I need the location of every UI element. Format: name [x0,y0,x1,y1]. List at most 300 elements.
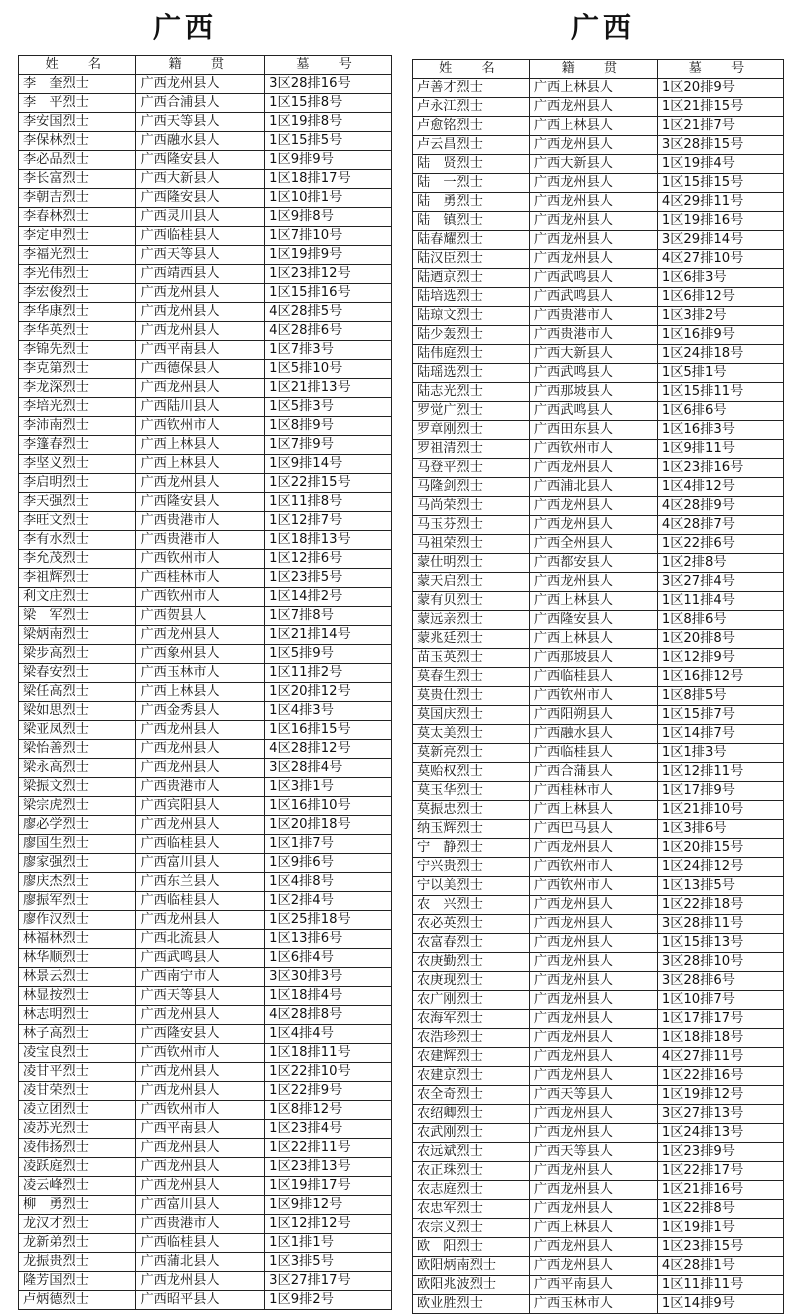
table-row [19,341,392,360]
table-row [19,607,392,626]
cell-grave-number: 1区21排7号 [657,117,783,136]
table-row [19,721,392,740]
cell-name: 农武刚烈士 [413,1124,530,1143]
right-column [412,0,784,1314]
cell-grave-number: 1区13排6号 [265,930,392,949]
cell-grave-number: 1区15排8号 [265,94,392,113]
cell-grave-number: 4区27排11号 [657,1048,783,1067]
cell-name: 农志庭烈士 [413,1181,530,1200]
cell-origin: 广西蒲北县人 [136,1253,265,1272]
cell-origin: 广西武鸣县人 [529,288,657,307]
cell-origin: 广西平南县人 [136,341,265,360]
cell-grave-number: 3区28排11号 [657,915,783,934]
table-row [413,307,784,326]
cell-grave-number: 1区9排8号 [265,208,392,227]
cell-grave-number: 1区24排12号 [657,858,783,877]
cell-name: 梁 军烈士 [19,607,136,626]
cell-origin: 广西龙州县人 [529,991,657,1010]
cell-name: 蒙仕明烈士 [413,554,530,573]
cell-origin: 广西钦州市人 [529,877,657,896]
table-row [19,1006,392,1025]
cell-name: 纳玉辉烈士 [413,820,530,839]
table-row [19,1082,392,1101]
cell-origin: 广西钦州市人 [529,858,657,877]
cell-origin: 广西龙州县人 [136,75,265,94]
cell-origin: 广西武鸣县人 [136,949,265,968]
cell-name: 龙振贵烈士 [19,1253,136,1272]
table-row [413,573,784,592]
table-row [19,1291,392,1310]
cell-grave-number: 1区18排13号 [265,531,392,550]
cell-name: 李宏俊烈士 [19,284,136,303]
cell-origin: 广西合蒲县人 [529,763,657,782]
cell-origin: 广西象州县人 [136,645,265,664]
cell-grave-number: 1区15排16号 [265,284,392,303]
table-row [413,193,784,212]
cell-origin: 广西贵港市人 [136,1215,265,1234]
cell-origin: 广西龙州县人 [136,1139,265,1158]
cell-name: 陆瑶选烈士 [413,364,530,383]
cell-name: 陆汉臣烈士 [413,250,530,269]
cell-origin: 广西龙州县人 [529,934,657,953]
header-grave-number: 墓 号 [265,56,392,75]
cell-grave-number: 1区9排12号 [265,1196,392,1215]
cell-origin: 广西融水县人 [136,132,265,151]
cell-grave-number: 1区8排9号 [265,417,392,436]
cell-origin: 广西龙州县人 [136,474,265,493]
table-row [19,322,392,341]
cell-name: 廖国生烈士 [19,835,136,854]
cell-origin: 广西靖西县人 [136,265,265,284]
cell-name: 梁任高烈士 [19,683,136,702]
table-row [413,1143,784,1162]
cell-name: 林子高烈士 [19,1025,136,1044]
cell-name: 林华顺烈士 [19,949,136,968]
cell-origin: 广西大新县人 [136,170,265,189]
table-row [19,949,392,968]
cell-name: 凌立团烈士 [19,1101,136,1120]
left-header-row [19,56,392,75]
cell-name: 李定申烈士 [19,227,136,246]
cell-grave-number: 4区28排6号 [265,322,392,341]
cell-origin: 广西贵港市人 [136,531,265,550]
cell-grave-number: 1区12排7号 [265,512,392,531]
cell-grave-number: 1区6排4号 [265,949,392,968]
header-name: 姓 名 [413,60,530,79]
cell-grave-number: 1区19排1号 [657,1219,783,1238]
cell-name: 蒙远亲烈士 [413,611,530,630]
cell-name: 农远斌烈士 [413,1143,530,1162]
cell-name: 陆春耀烈士 [413,231,530,250]
cell-grave-number: 1区16排9号 [657,326,783,345]
cell-grave-number: 1区20排15号 [657,839,783,858]
cell-origin: 广西武鸣县人 [529,402,657,421]
cell-grave-number: 1区18排17号 [265,170,392,189]
table-row [413,383,784,402]
table-row [19,227,392,246]
cell-origin: 广西龙州县人 [529,497,657,516]
table-row [413,516,784,535]
table-row [413,98,784,117]
table-row [413,554,784,573]
cell-grave-number: 1区1排3号 [657,744,783,763]
table-row [413,877,784,896]
cell-grave-number: 1区11排4号 [657,592,783,611]
cell-grave-number: 1区3排5号 [265,1253,392,1272]
table-row [413,288,784,307]
cell-name: 廖振军烈士 [19,892,136,911]
cell-grave-number: 1区11排11号 [657,1276,783,1295]
cell-name: 蒙天启烈士 [413,573,530,592]
table-row [413,440,784,459]
cell-name: 欧 阳烈士 [413,1238,530,1257]
table-row [19,1044,392,1063]
cell-name: 蒙有贝烈士 [413,592,530,611]
cell-grave-number: 4区28排8号 [265,1006,392,1025]
cell-grave-number: 1区11排2号 [265,664,392,683]
table-row [413,820,784,839]
cell-origin: 广西龙州县人 [136,1177,265,1196]
cell-grave-number: 1区22排11号 [265,1139,392,1158]
cell-grave-number: 1区11排8号 [265,493,392,512]
table-row [413,915,784,934]
cell-grave-number: 1区23排5号 [265,569,392,588]
cell-origin: 广西天等县人 [529,1143,657,1162]
cell-origin: 广西上林县人 [529,117,657,136]
table-row [19,379,392,398]
cell-origin: 广西玉林市人 [136,664,265,683]
cell-name: 廖必学烈士 [19,816,136,835]
cell-origin: 广西龙州县人 [136,1272,265,1291]
cell-origin: 广西钦州市人 [136,417,265,436]
cell-name: 李春林烈士 [19,208,136,227]
cell-origin: 广西龙州县人 [529,1181,657,1200]
table-row [19,436,392,455]
cell-grave-number: 1区14排7号 [657,725,783,744]
cell-name: 欧阳炳南烈士 [413,1257,530,1276]
cell-origin: 广西龙州县人 [529,516,657,535]
cell-origin: 广西昭平县人 [136,1291,265,1310]
cell-grave-number: 4区28排12号 [265,740,392,759]
cell-origin: 广西隆安县人 [529,611,657,630]
cell-origin: 广西隆安县人 [136,151,265,170]
table-row [19,664,392,683]
cell-origin: 广西龙州县人 [529,1067,657,1086]
cell-name: 农正珠烈士 [413,1162,530,1181]
table-row [413,1105,784,1124]
cell-grave-number: 3区27排17号 [265,1272,392,1291]
cell-name: 陆迺京烈士 [413,269,530,288]
cell-grave-number: 1区12排11号 [657,763,783,782]
cell-origin: 广西上林县人 [529,592,657,611]
table-row [19,645,392,664]
cell-grave-number: 3区28排15号 [657,136,783,155]
cell-name: 凌伟扬烈士 [19,1139,136,1158]
cell-origin: 广西钦州市人 [529,687,657,706]
cell-origin: 广西武鸣县人 [529,364,657,383]
table-row [413,402,784,421]
cell-grave-number: 1区15排11号 [657,383,783,402]
cell-origin: 广西龙州县人 [529,250,657,269]
cell-grave-number: 3区28排4号 [265,759,392,778]
cell-grave-number: 3区30排3号 [265,968,392,987]
cell-origin: 广西宾阳县人 [136,797,265,816]
table-row [19,75,392,94]
table-row [19,265,392,284]
cell-origin: 广西龙州县人 [529,231,657,250]
cell-name: 梁永高烈士 [19,759,136,778]
cell-origin: 广西贵港市人 [529,307,657,326]
cell-name: 莫新亮烈士 [413,744,530,763]
cell-origin: 广西那坡县人 [529,649,657,668]
cell-name: 卢愈铭烈士 [413,117,530,136]
table-row [413,459,784,478]
left-table-body [19,75,392,1310]
table-row [413,1238,784,1257]
table-row [413,991,784,1010]
cell-origin: 广西龙州县人 [136,1158,265,1177]
cell-origin: 广西巴马县人 [529,820,657,839]
cell-grave-number: 1区16排10号 [265,797,392,816]
table-row [19,1120,392,1139]
cell-name: 农建京烈士 [413,1067,530,1086]
table-row [19,987,392,1006]
table-row [413,1257,784,1276]
cell-name: 廖家强烈士 [19,854,136,873]
cell-origin: 广西大新县人 [529,345,657,364]
cell-grave-number: 1区9排2号 [265,1291,392,1310]
cell-origin: 广西天等县人 [136,246,265,265]
cell-origin: 广西东兰县人 [136,873,265,892]
cell-grave-number: 1区21排14号 [265,626,392,645]
cell-name: 马登平烈士 [413,459,530,478]
table-row [413,1029,784,1048]
cell-grave-number: 1区6排6号 [657,402,783,421]
cell-name: 欧业胜烈士 [413,1295,530,1314]
cell-origin: 广西龙州县人 [136,721,265,740]
cell-origin: 广西龙州县人 [136,303,265,322]
table-row [413,896,784,915]
table-row [19,1025,392,1044]
cell-origin: 广西平南县人 [136,1120,265,1139]
cell-grave-number: 1区22排18号 [657,896,783,915]
table-row [413,174,784,193]
table-row [19,1158,392,1177]
cell-name: 宁 静烈士 [413,839,530,858]
cell-grave-number: 1区15排5号 [265,132,392,151]
table-row [19,474,392,493]
cell-origin: 广西上林县人 [529,801,657,820]
cell-origin: 广西贵港市人 [529,326,657,345]
cell-origin: 广西平南县人 [529,1276,657,1295]
cell-grave-number: 1区3排6号 [657,820,783,839]
cell-origin: 广西龙州县人 [136,816,265,835]
cell-grave-number: 1区16排12号 [657,668,783,687]
table-row [413,250,784,269]
table-row [413,478,784,497]
cell-origin: 广西灵川县人 [136,208,265,227]
cell-grave-number: 1区2排8号 [657,554,783,573]
cell-grave-number: 4区27排10号 [657,250,783,269]
table-row [19,208,392,227]
cell-name: 凌云峰烈士 [19,1177,136,1196]
cell-grave-number: 1区20排12号 [265,683,392,702]
cell-origin: 广西龙州县人 [529,573,657,592]
table-row [19,626,392,645]
table-row [19,854,392,873]
cell-name: 李 奎烈士 [19,75,136,94]
table-row [413,421,784,440]
cell-name: 欧阳兆波烈士 [413,1276,530,1295]
cell-name: 卢炳德烈士 [19,1291,136,1310]
cell-name: 莫玉华烈士 [413,782,530,801]
cell-origin: 广西上林县人 [529,79,657,98]
table-row [19,1234,392,1253]
cell-name: 林显按烈士 [19,987,136,1006]
cell-origin: 广西龙州县人 [529,896,657,915]
cell-grave-number: 1区9排11号 [657,440,783,459]
table-row [413,630,784,649]
cell-grave-number: 1区10排1号 [265,189,392,208]
cell-grave-number: 1区7排3号 [265,341,392,360]
cell-origin: 广西龙州县人 [529,1010,657,1029]
cell-origin: 广西全州县人 [529,535,657,554]
cell-grave-number: 1区8排12号 [265,1101,392,1120]
cell-name: 莫太美烈士 [413,725,530,744]
cell-grave-number: 1区7排8号 [265,607,392,626]
cell-origin: 广西临桂县人 [136,892,265,911]
cell-name: 陆 一烈士 [413,174,530,193]
cell-grave-number: 1区20排8号 [657,630,783,649]
cell-grave-number: 1区12排9号 [657,649,783,668]
table-row [413,801,784,820]
cell-grave-number: 4区28排9号 [657,497,783,516]
cell-name: 李 平烈士 [19,94,136,113]
cell-origin: 广西龙州县人 [136,740,265,759]
cell-origin: 广西龙州县人 [136,379,265,398]
cell-origin: 广西上林县人 [136,455,265,474]
table-row [19,189,392,208]
table-row [413,1295,784,1314]
table-row [413,706,784,725]
cell-name: 罗觉广烈士 [413,402,530,421]
cell-origin: 广西隆安县人 [136,189,265,208]
cell-name: 凌甘平烈士 [19,1063,136,1082]
cell-name: 李有水烈士 [19,531,136,550]
cell-grave-number: 1区12排12号 [265,1215,392,1234]
cell-grave-number: 1区9排6号 [265,854,392,873]
cell-origin: 广西贵港市人 [136,512,265,531]
cell-grave-number: 1区19排16号 [657,212,783,231]
table-row [19,531,392,550]
cell-grave-number: 1区25排18号 [265,911,392,930]
cell-grave-number: 1区21排13号 [265,379,392,398]
cell-name: 农庚现烈士 [413,972,530,991]
cell-origin: 广西龙州县人 [529,1257,657,1276]
cell-name: 陆伟庭烈士 [413,345,530,364]
cell-name: 利文庄烈士 [19,588,136,607]
table-row [19,740,392,759]
cell-grave-number: 3区27排13号 [657,1105,783,1124]
cell-grave-number: 4区28排5号 [265,303,392,322]
cell-name: 李培光烈士 [19,398,136,417]
cell-grave-number: 1区19排9号 [265,246,392,265]
cell-grave-number: 1区3排2号 [657,307,783,326]
right-column-title: 广西 [570,11,635,44]
table-row [19,835,392,854]
cell-origin: 广西临桂县人 [529,744,657,763]
cell-name: 李沛南烈士 [19,417,136,436]
table-row [413,763,784,782]
cell-origin: 广西富川县人 [136,1196,265,1215]
cell-name: 梁振文烈士 [19,778,136,797]
cell-name: 李旺文烈士 [19,512,136,531]
cell-grave-number: 4区29排11号 [657,193,783,212]
cell-origin: 广西玉林市人 [529,1295,657,1314]
cell-origin: 广西上林县人 [529,630,657,649]
cell-grave-number: 1区22排8号 [657,1200,783,1219]
table-row [19,873,392,892]
cell-name: 陆少轰烈士 [413,326,530,345]
cell-name: 李坚义烈士 [19,455,136,474]
table-row [413,839,784,858]
cell-origin: 广西钦州市人 [529,440,657,459]
cell-grave-number: 1区18排4号 [265,987,392,1006]
cell-grave-number: 3区28排6号 [657,972,783,991]
table-row [19,284,392,303]
table-row [19,1177,392,1196]
cell-grave-number: 1区20排18号 [265,816,392,835]
cell-name: 梁如思烈士 [19,702,136,721]
cell-grave-number: 1区13排5号 [657,877,783,896]
table-row [413,1067,784,1086]
cell-grave-number: 1区16排3号 [657,421,783,440]
cell-grave-number: 1区17排9号 [657,782,783,801]
cell-grave-number: 1区5排10号 [265,360,392,379]
cell-grave-number: 1区23排16号 [657,459,783,478]
cell-origin: 广西北流县人 [136,930,265,949]
cell-origin: 广西龙州县人 [529,972,657,991]
table-row [413,231,784,250]
cell-name: 农全奇烈士 [413,1086,530,1105]
cell-name: 梁宗虎烈士 [19,797,136,816]
table-row [19,1253,392,1272]
cell-grave-number: 1区23排13号 [265,1158,392,1177]
cell-origin: 广西上林县人 [136,683,265,702]
cell-origin: 广西龙州县人 [529,212,657,231]
left-roster-table [18,55,392,1310]
table-row [413,1219,784,1238]
header-grave-number: 墓 号 [657,60,783,79]
cell-name: 林志明烈士 [19,1006,136,1025]
cell-grave-number: 1区15排15号 [657,174,783,193]
cell-grave-number: 1区19排4号 [657,155,783,174]
cell-name: 农广刚烈士 [413,991,530,1010]
cell-grave-number: 1区4排3号 [265,702,392,721]
cell-origin: 广西融水县人 [529,725,657,744]
cell-grave-number: 1区19排8号 [265,113,392,132]
table-row [413,687,784,706]
table-row [413,1162,784,1181]
table-row [413,668,784,687]
cell-name: 陆志光烈士 [413,383,530,402]
cell-grave-number: 1区17排17号 [657,1010,783,1029]
cell-grave-number: 1区15排7号 [657,706,783,725]
table-row [19,1196,392,1215]
cell-origin: 广西钦州市人 [136,588,265,607]
cell-grave-number: 1区22排9号 [265,1082,392,1101]
cell-name: 莫贵仕烈士 [413,687,530,706]
